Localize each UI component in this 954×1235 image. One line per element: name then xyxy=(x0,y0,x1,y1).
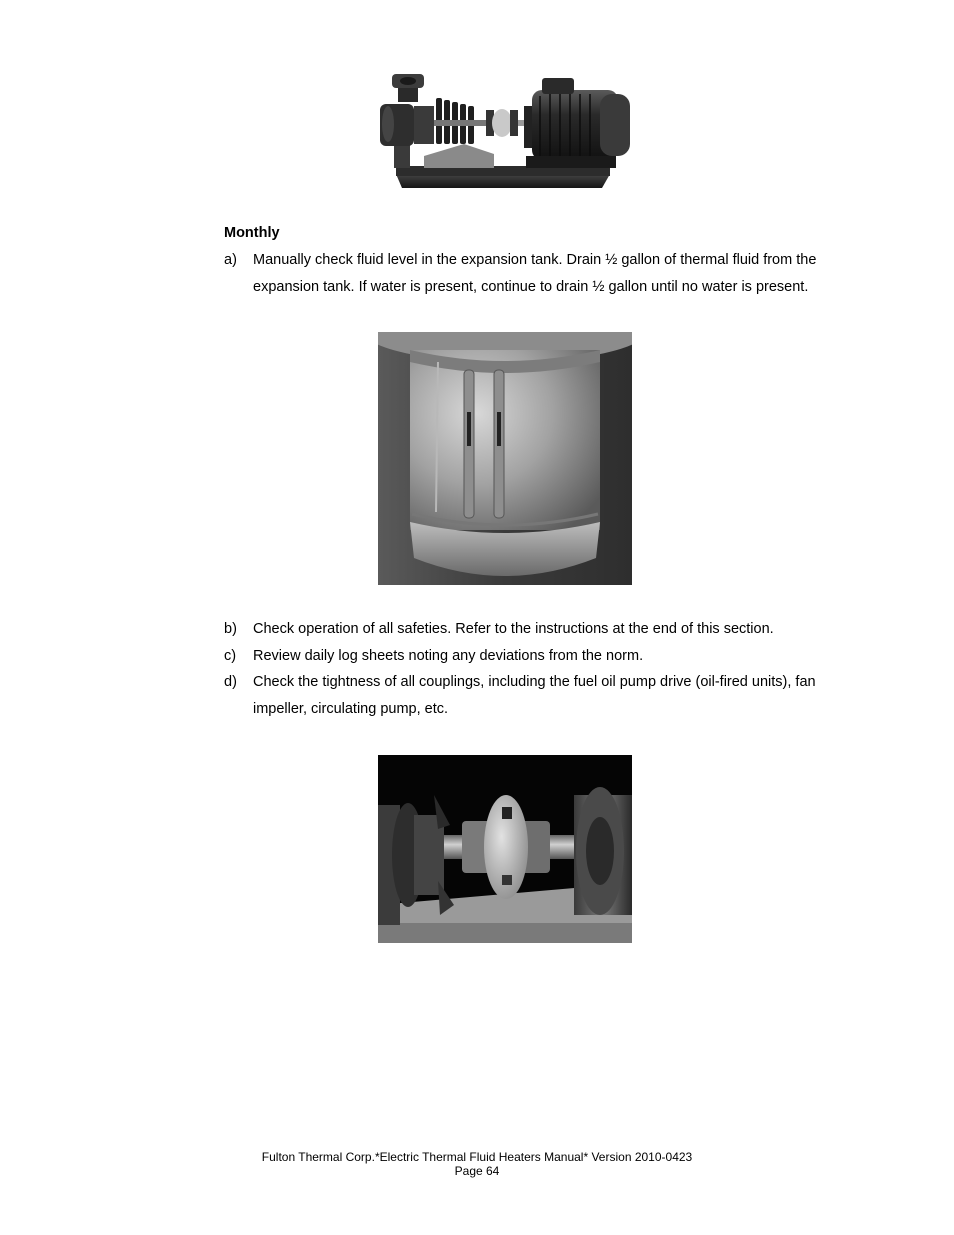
list-item-text: Review daily log sheets noting any deviations from the norm. xyxy=(253,648,644,664)
page-number: Page 64 xyxy=(454,1164,500,1178)
list-marker: d) xyxy=(224,674,237,690)
footer-title: Fulton Thermal Corp.*Electric Thermal Fluid Heaters Manual* Version 2010-0423 xyxy=(261,1150,693,1164)
list-item-text: Check operation of all safeties. Refer to the instructions at the end of this section. xyxy=(253,621,774,637)
section-heading: Monthly xyxy=(224,225,280,241)
expansion-tank-photo xyxy=(378,332,632,585)
list-item xyxy=(224,669,864,723)
coupling-photo xyxy=(378,755,632,943)
list-marker: a) xyxy=(224,252,237,268)
list-marker: b) xyxy=(224,621,237,637)
list-item xyxy=(224,643,864,670)
list-item-text: Check the tightness of all couplings, including the fuel oil pump drive (oil-fired units), fan impeller, circulating pump, etc. xyxy=(253,674,816,717)
pump-motor-photo xyxy=(374,66,634,192)
list-item-text: Manually check fluid level in the expansion tank. Drain ½ gallon of thermal fluid from the expansion tank. If water is present, continue to drain ½ gallon until no water is present. xyxy=(253,252,817,295)
list-item xyxy=(224,616,864,643)
list-marker: c) xyxy=(224,648,237,664)
list-item xyxy=(224,247,864,301)
